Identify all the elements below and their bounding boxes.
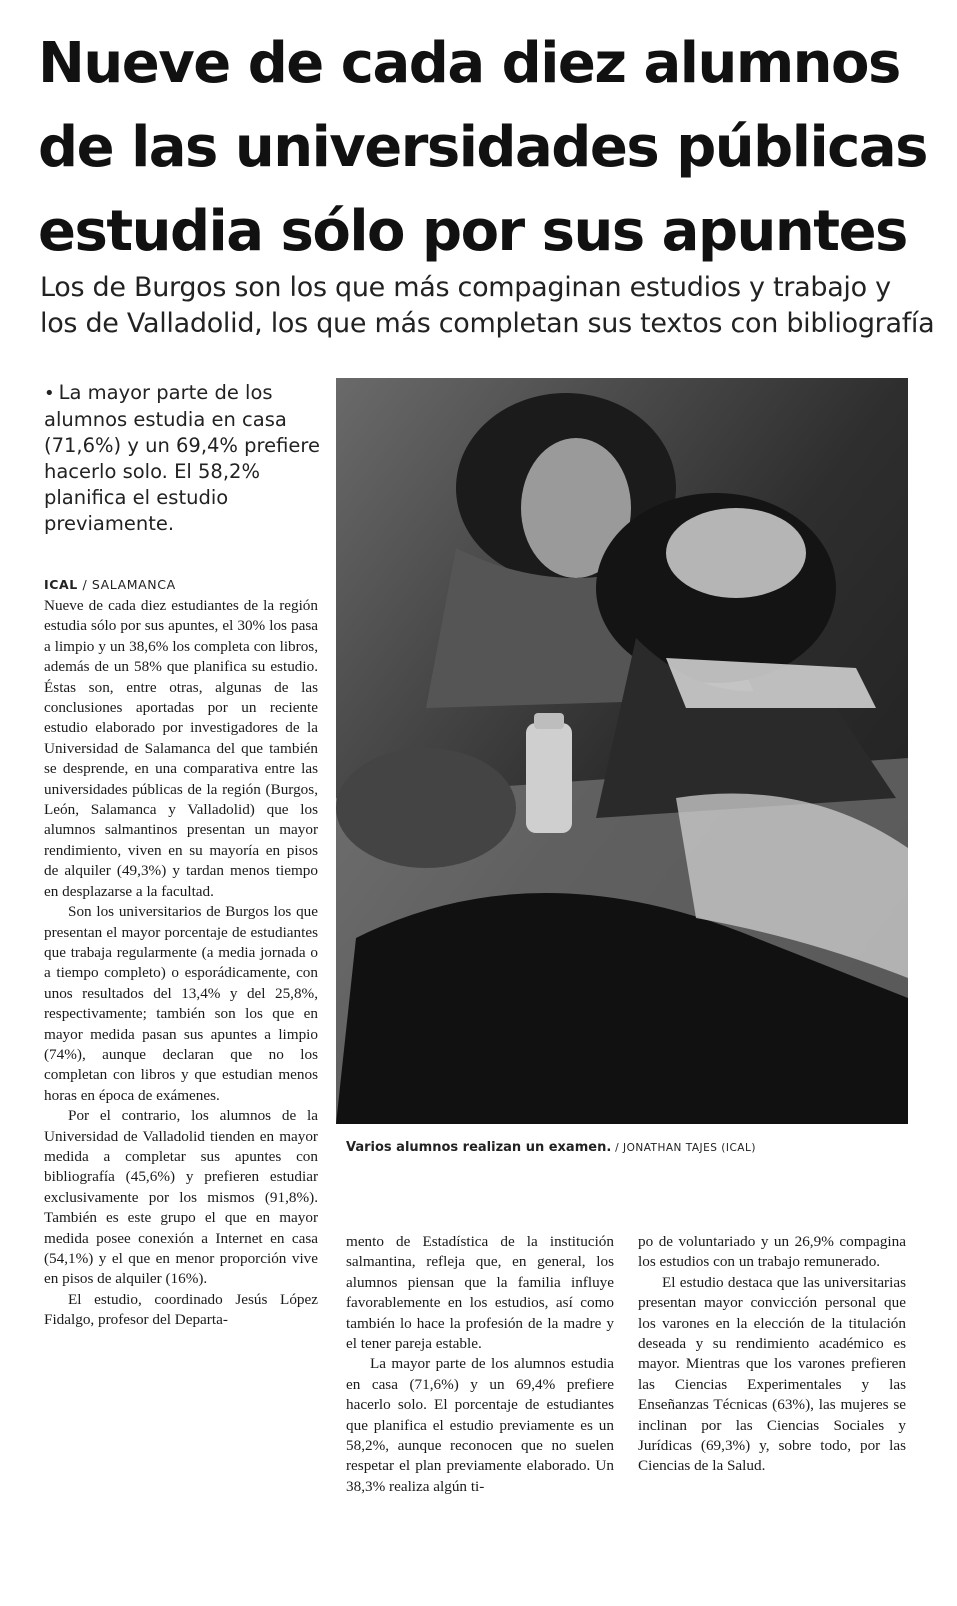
photo-caption: [346, 1140, 906, 1155]
subheadline-line-1: Los de Burgos son los que más compaginan estudios y trabajo y: [40, 272, 891, 303]
byline: [44, 577, 324, 592]
subheadline-line-2: los de Valladolid, los que más completan sus textos con bibliografía: [40, 308, 935, 339]
byline-separator: /: [77, 577, 92, 592]
headline-line-2: de las universidades públicas: [38, 115, 927, 180]
caption-text: Varios alumnos realizan un examen.: [346, 1140, 612, 1155]
paragraph: La mayor parte de los alumnos estudia en casa (71,6%) y un 69,4% prefiere hacerlo solo. El porcentaje de estudiantes que planifica el estudio previamente es un 58,2%, aunque reconocen que no suelen respetar el plan previamente elaborado. Un 38,3% realiza algún ti-: [346, 1355, 614, 1495]
headline-line-3: estudia sólo por sus apuntes: [38, 199, 907, 264]
news-photo: [336, 378, 908, 1124]
paragraph: Por el contrario, los alumnos de la Universidad de Valladolid tienden en mayor medida a completar sus apuntes con bibliografía (45,6%) y prefieren estudiar exclusivamente por los mismos (91,8%). También es este grupo el que en mayor medida posee conexión a Internet en casa (54,1%) y el que en menor proporción vive en pisos de alquiler (16%).: [44, 1107, 318, 1288]
photo-credit: / JONATHAN TAJES (ICAL): [611, 1142, 756, 1154]
headline: [38, 22, 928, 274]
summary-text: La mayor parte de los alumnos estudia en casa (71,6%) y un 69,4% prefiere hacerlo solo. El 58,2% planifica el estudio previamente.: [44, 381, 320, 535]
subheadline: [40, 270, 940, 342]
byline-location: SALAMANCA: [91, 577, 176, 592]
paragraph: Nueve de cada diez estudiantes de la región estudia sólo por sus apuntes, el 30% los pasa a limpio y un 38,6% los completa con libros, además de un 58% que planifica su estudio. Éstas son, entre otras, algunas de las conclusiones aportadas por un reciente estudio elaborado por investigadores de la Universidad de Salamanca del que también se desprende, en una comparativa entre las universidades públicas de la región (Burgos, León, Salamanca y Valladolid) que los alumnos salmantinos presentan un mayor rendimiento, viven en su mayoría en pisos de alquiler (49,3%) y tardan menos tiempo en desplazarse a la facultad.: [44, 597, 318, 900]
headline-line-1: Nueve de cada diez alumnos: [38, 31, 900, 96]
paragraph: Son los universitarios de Burgos los que presentan el mayor porcentaje de estudiantes que trabaja regularmente (a media jornada o a tiempo completo) o esporádicamente, con unos resultados del 13,4% y del 25,8%, respectivamente; también son los que en mayor medida pasan sus apuntes a limpio (74%), aunque declaran que no los completan con libros y que estudian menos horas en época de exámenes.: [44, 903, 318, 1104]
paragraph: mento de Estadística de la institución salmantina, refleja que, en general, los alumnos piensan que la familia influye favorablemente en los estudios, así como también lo hace la profesión de la madre y el tener pareja estable.: [346, 1233, 614, 1353]
paragraph: El estudio, coordinado Jesús López Fidalgo, profesor del Departa-: [44, 1290, 318, 1329]
byline-agency: ICAL: [44, 577, 78, 592]
photo-students-exam: [336, 378, 908, 1124]
bullet-icon: •: [44, 383, 55, 404]
body-column-2: [346, 1232, 614, 1497]
paragraph: El estudio destaca que las universitarias presentan mayor convicción personal que los varones en la elección de la titulación deseada y su rendimiento académico es mayor. Mientras que los varones prefieren las Ciencias Experimentales y las Enseñanzas Técnicas (63%), las mujeres se inclinan por las Ciencias Sociales y Jurídicas (69,3%) y, sobre todo, por las Ciencias de la Salud.: [638, 1273, 906, 1475]
body-column-1: [44, 596, 318, 1331]
paragraph: po de voluntariado y un 26,9% compagina los estudios con un trabajo remunerado.: [638, 1233, 906, 1271]
summary-box: [44, 380, 324, 537]
body-column-3: [638, 1232, 906, 1477]
